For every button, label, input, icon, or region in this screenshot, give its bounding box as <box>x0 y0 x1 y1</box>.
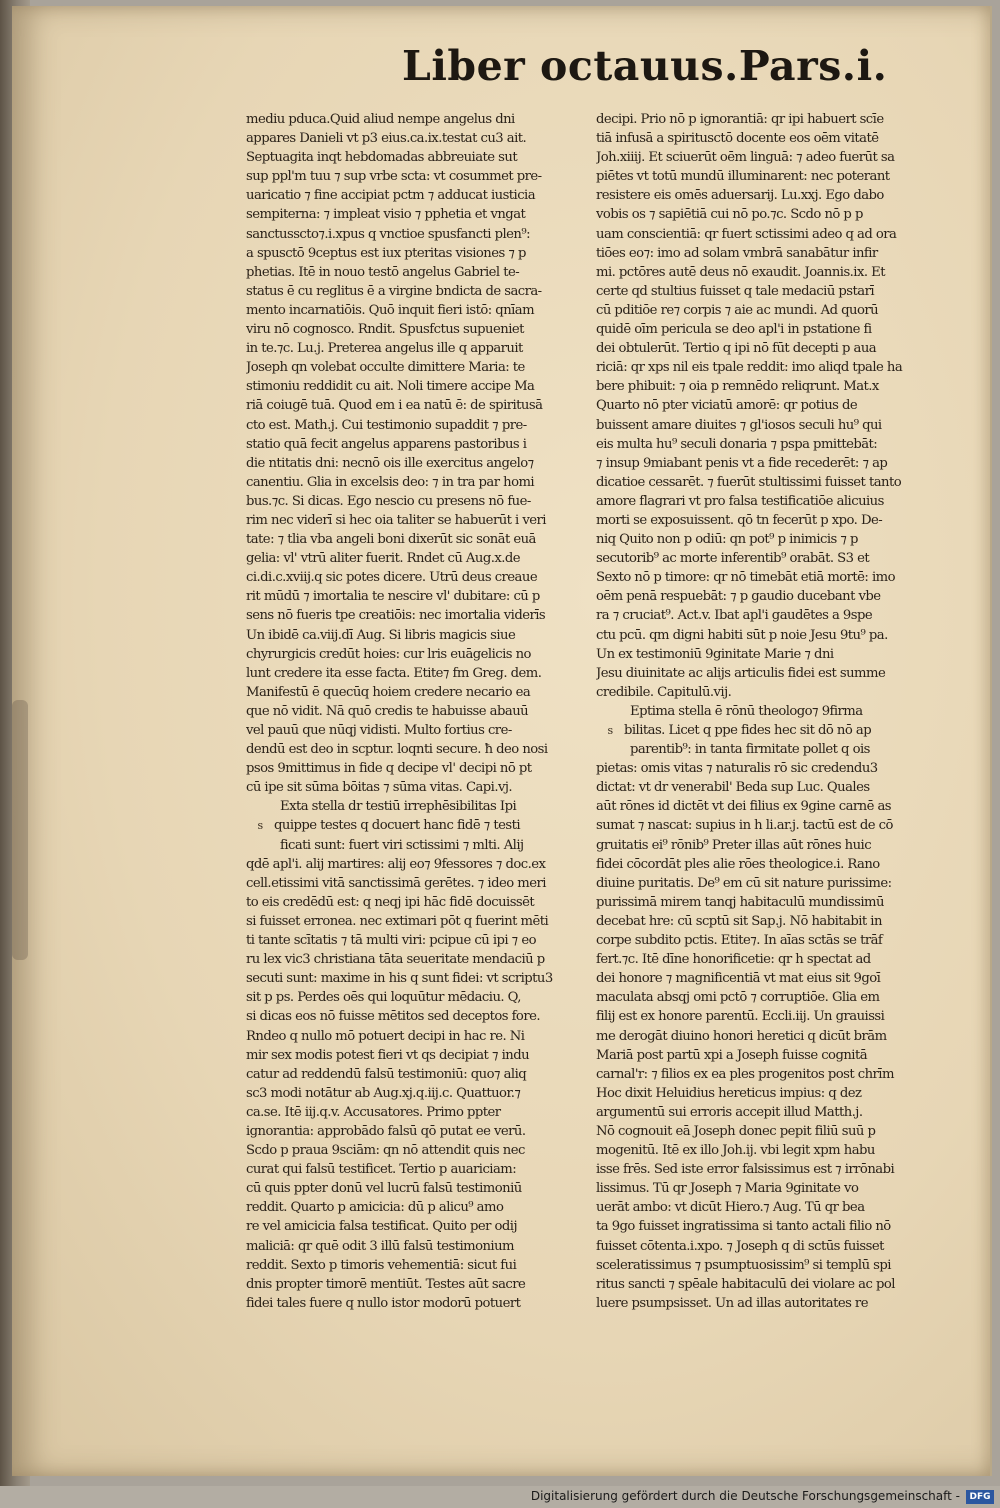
text-line: Eptima stella ē rōnū theologo⁊ 9firma <box>630 703 863 719</box>
text-line: maculata absqj omi pctō ⁊ corruptiōe. Glia em <box>596 990 880 1006</box>
text-line: certe qd stultius fuisset q tale medaciū pstarī <box>596 283 874 299</box>
text-line: vel pauū que nūqj vidisti. Multo fortius cre- <box>246 723 512 738</box>
text-line: diuine puritatis. De⁹ em cū sit nature purissime: <box>596 875 892 891</box>
text-line: dictat: vt dr venerabil' Beda sup Luc. Quales <box>596 780 870 796</box>
text-line: carnal'r: ⁊ filios ex ea ples progenitos post chrīm <box>596 1066 894 1082</box>
text-line: maliciā: qr quē odit 3 illū falsū testimonium <box>246 1238 514 1254</box>
text-line: curat qui falsū testificet. Tertio p auariciam: <box>246 1162 517 1178</box>
text-line: ra ⁊ cruciat⁹. Act.v. Ibat apl'i gaudētes a 9spe <box>596 608 873 624</box>
text-line: me derogāt diuino honori heretici q dicūt brām <box>596 1028 887 1044</box>
text-line: secuti sunt: maxime in his q sunt fidei: vt scriptu3 <box>246 971 553 987</box>
text-line: ta 9go fuisset ingratissima si tanto actali filio nō <box>596 1219 891 1235</box>
text-line: ti tante scītatis ⁊ tā multi viri: pcipue cū ipi ⁊ eo <box>246 933 536 949</box>
text-line: Un ex testimoniū 9ginitate Marie ⁊ dni <box>596 646 834 662</box>
text-line: Manifestū ē quecūq hoiem credere necario ea <box>246 684 531 700</box>
text-line: argumentū sui erroris accepit illud Matth.j. <box>596 1104 863 1120</box>
dropcap-guide-letter: s <box>257 819 263 833</box>
text-line: sens nō fueris tpe creatiōis: nec imortalia viderīs <box>246 608 546 624</box>
text-column-left <box>246 110 571 1313</box>
text-line: Un ibidē ca.viij.dī Aug. Si libris magicis siue <box>246 627 516 643</box>
text-line: appares Danieli vt p3 eius.ca.ix.testat cu3 ait. <box>246 131 527 147</box>
text-line: sc3 modi notātur ab Aug.xj.q.iij.c. Quattuor.⁊ <box>246 1085 521 1101</box>
text-line: sumat ⁊ nascat: supius in h li.ar.j. tactū est de cō <box>596 818 893 834</box>
text-line: Septuagita inqt hebdomadas abbreuiate sut <box>246 150 518 166</box>
text-line: pietas: omis vitas ⁊ naturalis rō sic credendu3 <box>596 761 878 777</box>
text-line: fuisset cōtenta.i.xpo. ⁊ Joseph q di sctūs fuisset <box>596 1238 884 1254</box>
text-line: Scdo p praua 9sciām: qn nō attendit quis nec <box>246 1143 525 1159</box>
text-line: sceleratissimus ⁊ psumptuosissim⁹ si templū spi <box>596 1257 891 1273</box>
text-line: riciā: qr xps nil eis tpale reddit: imo aliqd tpale ha <box>596 360 903 376</box>
text-line: psos 9mittimus in fide q decipe vl' decipi nō pt <box>246 761 532 777</box>
text-line: Mariā post partū xpi a Joseph fuisse cognitā <box>596 1047 868 1063</box>
text-line: ritus sancti ⁊ spēale habitaculū dei violare ac pol <box>596 1276 895 1292</box>
text-line: in te.⁊c. Lu.j. Preterea angelus ille q apparuit <box>246 341 523 357</box>
text-line: riā coiugē tuā. Quod em i ea natū ē: de spiritusā <box>246 398 543 414</box>
text-line: sempiterna: ⁊ impleat visio ⁊ pphetia et vngat <box>246 207 526 223</box>
text-line: credibile. Capitulū.vij. <box>596 684 732 700</box>
text-line: Hoc dixit Heluidius hereticus impius: q dez <box>596 1085 862 1101</box>
text-line: reddit. Quarto p amicicia: dū p alicu⁹ amo <box>246 1200 504 1216</box>
text-line: uerāt ambo: vt dicūt Hiero.⁊ Aug. Tū qr bea <box>596 1200 865 1216</box>
text-line: dicatioe cessarēt. ⁊ fuerūt stultissimi fuisset tanto <box>596 474 902 490</box>
text-line: rit mūdū ⁊ imortalia te nescire vl' dubitare: cū p <box>246 589 540 605</box>
text-line: to eis credēdū est: q neqj ipi hāc fidē docuissēt <box>246 894 535 910</box>
text-line: mi. pctōres autē deus nō exaudit. Joannis.ix. Et <box>596 264 885 280</box>
text-line: sup ppl'm tuu ⁊ sup vrbe scta: vt cosummet pre- <box>246 169 542 185</box>
text-line: corpe subdito pctis. Etite⁊. In aīas sctās se trāf <box>596 933 883 949</box>
text-line: uaricatio ⁊ fine accipiat pctm ⁊ adducat iusticia <box>246 188 536 204</box>
text-line: ci.di.c.xviij.q sic potes dicere. Utrū deus creaue <box>246 570 538 586</box>
text-line: quidē oīm pericula se deo apl'i in pstatione fi <box>596 322 872 338</box>
running-header: Liber octauus.Pars.i. <box>402 42 888 90</box>
text-line: dendū est deo in scptur. loqnti secure. ħ deo nosi <box>246 742 548 758</box>
text-line: buissent amare diuites ⁊ gl'iosos seculi hu⁹ qui <box>596 417 882 433</box>
dropcap-guide-letter: s <box>607 724 613 737</box>
text-line: phetias. Itē in nouo testō angelus Gabriel te- <box>246 264 520 280</box>
text-line: gelia: vl' vtrū aliter fuerit. Rndet cū Aug.x.de <box>246 551 521 567</box>
text-line: sit p ps. Perdes oēs qui loquūtur mēdaciu. Q, <box>246 990 521 1006</box>
text-line: morti se exposuissent. qō tn fecerūt p xpo. De- <box>596 512 883 528</box>
text-line: Joh.xiiij. Et sciuerūt oēm linguā: ⁊ adeo fuerūt sa <box>596 150 895 166</box>
text-line: a spusctō 9ceptus est iux pteritas visiones ⁊ p <box>246 245 526 261</box>
text-line: Rndeo q nullo mō potuert decipi in hac re. Ni <box>246 1028 525 1044</box>
text-line: resistere eis omēs aduersarij. Lu.xxj. Ego dabo <box>596 188 884 204</box>
text-line: fidei tales fuere q nullo istor modorū potuert <box>246 1295 521 1311</box>
text-line: decebat hre: cū scptū sit Sap.j. Nō habitabit in <box>596 913 882 929</box>
text-line: lissimus. Tū qr Joseph ⁊ Maria 9ginitate vo <box>596 1181 859 1197</box>
text-line: purissimā mirem tanqj habitaculū mundissimū <box>596 894 884 910</box>
text-line: cto est. Math.j. Cui testimonio supaddit ⁊ pre- <box>246 417 527 433</box>
text-line: eis multa hu⁹ seculi donaria ⁊ pspa pmittebāt: <box>596 436 878 452</box>
text-line: lunt credere ita esse facta. Etite⁊ fm Greg. dem. <box>246 665 542 681</box>
text-line: que nō vidit. Nā quō credis te habuisse abauū <box>246 703 529 719</box>
text-line: rim nec viderī si hec oia taliter se habuerūt i veri <box>246 512 546 528</box>
text-line: statio quā fecit angelus apparens pastoribus i <box>246 436 527 452</box>
text-line: si fuisset erronea. nec extimari pōt q fuerint mēti <box>246 913 549 929</box>
text-line: viru nō cognosco. Rndit. Spusfctus supueniet <box>246 322 524 338</box>
text-line: ⁊ insup 9miabant penis vt a fide recederēt: ⁊ ap <box>596 455 888 471</box>
text-line: reddit. Sexto p timoris vehementiā: sicut fui <box>246 1257 517 1273</box>
text-line: Sexto nō p timore: qr nō timebāt etiā mortē: imo <box>596 570 895 586</box>
text-line: fidei cōcordāt ples alie rōes theologice.i. Rano <box>596 856 880 872</box>
text-line: decipi. Prio nō p ignorantiā: qr ipi habuert scīe <box>596 112 884 127</box>
text-line: die ntitatis dni: necnō ois ille exercitus angelo⁊ <box>246 455 534 471</box>
text-line: cū pditiōe re⁊ corpis ⁊ aie ac mundi. Ad quorū <box>596 302 879 318</box>
text-line: Quarto nō pter viciatū amorē: qr potius de <box>596 398 858 414</box>
text-line: ignorantia: approbādo falsū qō putat ee verū. <box>246 1123 526 1139</box>
text-line: secutorib⁹ ac morte inferentib⁹ orabāt. S3 et <box>596 551 870 567</box>
text-line: mediu pduca.Quid aliud nempe angelus dni <box>246 112 515 127</box>
text-line: bus.⁊c. Si dicas. Ego nescio cu presens nō fue- <box>246 493 531 509</box>
text-line: parentib⁹: in tanta firmitate pollet q ois <box>630 742 870 758</box>
text-line: ctu pcū. qm digni habiti sūt p noie Jesu 9tu⁹ pa. <box>596 627 888 643</box>
text-line: isse frēs. Sed iste error falsissimus est ⁊ irrōnabi <box>596 1162 895 1178</box>
text-line: cell.etissimi vitā sanctissimā gerētes. ⁊ ideo meri <box>246 875 546 891</box>
text-line: canentiu. Glia in excelsis deo: ⁊ in tra par homi <box>246 474 535 490</box>
text-line: mento incarnatiōis. Quō inquit fieri istō: qnīam <box>246 302 535 318</box>
text-line: amore flagrari vt pro falsa testificatiōe alicuius <box>596 493 884 509</box>
text-line: mir sex modis potest fieri vt qs decipiat ⁊ indu <box>246 1047 530 1063</box>
text-line: cū quis ppter donū vel lucrū falsū testimoniū <box>246 1181 522 1197</box>
text-line: Jesu diuinitate ac alijs articulis fidei est summe <box>596 665 886 681</box>
text-line: tiā infusā a spiritusctō docente eos oēm vitatē <box>596 131 879 147</box>
text-line: Joseph qn volebat occulte dimittere Maria: te <box>246 360 525 376</box>
text-line: qdē apl'i. alij martires: alij eo⁊ 9fessores ⁊ doc.ex <box>246 856 546 872</box>
text-line: s quippe testes q docuert hanc fidē ⁊ testi <box>246 816 571 835</box>
text-line: gruitatis ei⁹ rōnib⁹ Preter illas aūt rōnes huic <box>596 837 872 853</box>
text-line: oēm penā respuebāt: ⁊ p gaudio ducebant vbe <box>596 589 881 605</box>
text-line: re vel amicicia falsa testificat. Quito per odij <box>246 1219 517 1235</box>
text-line: bere phibuit: ⁊ oia p remnēdo reliqrunt. Mat.x <box>596 379 879 395</box>
text-line: cū ipe sit sūma bōitas ⁊ sūma vitas. Capi.vj. <box>246 780 513 796</box>
text-line: filij est ex honore parentū. Eccli.iij. Un grauissi <box>596 1009 885 1025</box>
text-line: dei honore ⁊ magnificentiā vt mat eius sit 9goī <box>596 971 881 987</box>
text-line: ficati sunt: fuert viri sctissimi ⁊ mlti. Alij <box>280 837 524 853</box>
text-line: luere psumpsisset. Un ad illas autoritates re <box>596 1295 868 1311</box>
text-line: stimoniu reddidit cu ait. Noli timere accipe Ma <box>246 379 535 395</box>
text-line: Exta stella dr testiū irrephēsibilitas Ipi <box>280 799 517 815</box>
text-line: dei obtulerūt. Tertio q ipi nō fūt decepti p aua <box>596 341 877 357</box>
dfg-logo-icon: DFG <box>966 1490 994 1504</box>
text-line: fert.⁊c. Itē dīne honorificetie: qr h spectat ad <box>596 952 871 968</box>
text-line: dnis propter timorē mentiūt. Testes aūt sacre <box>246 1276 526 1292</box>
text-line: piētes vt totū mundū illuminarent: nec poterant <box>596 169 890 185</box>
text-line: sanctusscto⁊.i.xpus q vnctioe spusfancti plen⁹: <box>246 226 531 242</box>
text-line: vobis os ⁊ sapiētiā cui nō po.⁊c. Scdo nō p p <box>596 207 863 223</box>
footer-bar <box>0 1486 1000 1508</box>
text-line: uam conscientiā: qr fuert sctissimi adeo q ad ora <box>596 226 897 242</box>
text-line: s bilitas. Licet q ppe fides hec sit dō nō ap <box>596 721 936 740</box>
text-line: Nō cognouit eā Joseph donec pepit filiū suū p <box>596 1123 876 1139</box>
text-line: si dicas eos nō fuisse mētitos sed deceptos fore. <box>246 1009 540 1025</box>
page-gutter-shadow <box>12 700 28 960</box>
text-line: chyrurgicis credūt hoies: cur lris euāgelicis no <box>246 646 531 662</box>
text-line: catur ad reddendū falsū testimoniū: quo⁊ aliq <box>246 1066 527 1082</box>
footer-credit: Digitalisierung gefördert durch die Deutsche Forschungsgemeinschaft - <box>530 1489 960 1503</box>
text-line: ru lex vic3 christiana tāta seueritate mendaciū p <box>246 952 545 968</box>
text-line: niq Quito non p odiū: qn pot⁹ p inimicis ⁊ p <box>596 532 858 548</box>
text-line: aūt rōnes id dictēt vt dei filius ex 9gine carnē as <box>596 799 892 815</box>
text-line: ca.se. Itē iij.q.v. Accusatores. Primo ppter <box>246 1104 501 1120</box>
text-line: mogenitū. Itē ex illo Joh.ij. vbi legit xpm habu <box>596 1143 875 1159</box>
text-line: status ē cu reglitus ē a virgine bndicta de sacra- <box>246 283 542 299</box>
text-line: tiōes eo⁊: imo ad solam vmbrā sanabātur infir <box>596 245 878 261</box>
text-line: tate: ⁊ tlia vba angeli boni dixerūt sic sonāt euā <box>246 532 536 548</box>
text-column-right <box>596 110 936 1313</box>
